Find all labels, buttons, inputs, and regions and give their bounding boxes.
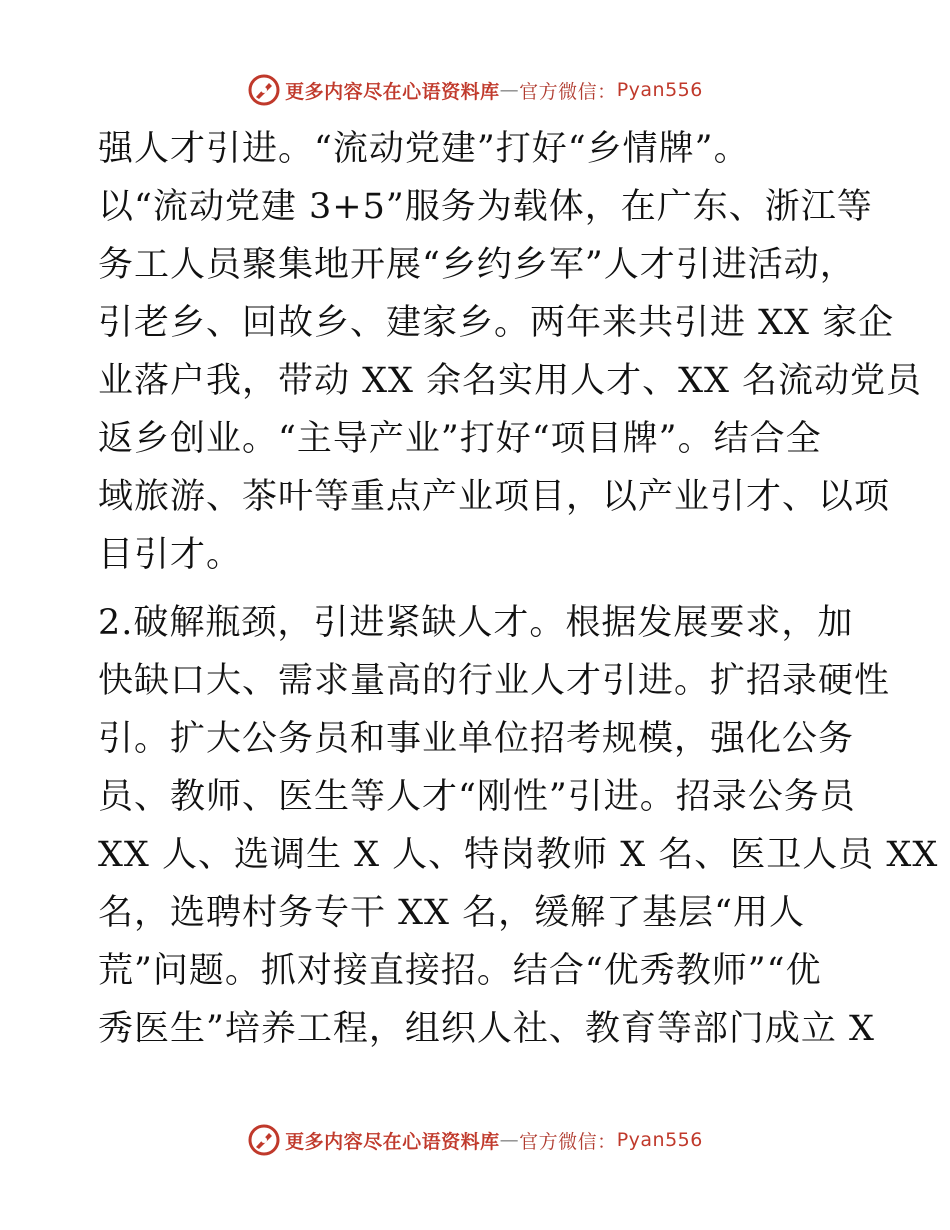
text-line: 快缺口大、需求量高的行业人才引进。扩招录硬性 bbox=[98, 661, 891, 701]
watermark-wechat-id: Pyan556 bbox=[616, 1129, 703, 1151]
text-line: 强人才引进。“流动党建”打好“乡情牌”。 bbox=[98, 129, 750, 169]
watermark-separator: — bbox=[499, 79, 520, 101]
watermark-wechat-id: Pyan556 bbox=[616, 79, 703, 101]
watermark-library-text: 更多内容尽在心语资料库 bbox=[285, 80, 500, 103]
text-line: 务工人员聚集地开展“乡约乡军”人才引进活动， bbox=[98, 245, 856, 285]
text-line: 引。扩大公务员和事业单位招考规模，强化公务 bbox=[98, 719, 855, 759]
text-line: XX 人、选调生 X 人、特岗教师 X 名、医卫人员 XX bbox=[98, 835, 939, 875]
document-body bbox=[98, 120, 939, 1058]
text-line: 秀医生”培养工程，组织人社、教育等部门成立 X bbox=[98, 1009, 875, 1049]
watermark-header bbox=[0, 70, 950, 110]
text-line: 业落户我，带动 XX 余名实用人才、XX 名流动党员 bbox=[98, 361, 923, 401]
watermark-footer bbox=[0, 1120, 950, 1160]
text-line: 返乡创业。“主导产业”打好“项目牌”。结合全 bbox=[98, 419, 822, 459]
text-line: 员、教师、医生等人才“刚性”引进。招录公务员 bbox=[98, 777, 856, 817]
pen-circle-icon bbox=[247, 1123, 281, 1157]
watermark-wechat-label: 官方微信： bbox=[519, 1130, 617, 1153]
text-line: 引老乡、回故乡、建家乡。两年来共引进 XX 家企 bbox=[98, 303, 895, 343]
watermark-library-text: 更多内容尽在心语资料库 bbox=[285, 1130, 500, 1153]
text-line: 2.破解瓶颈，引进紧缺人才。根据发展要求，加 bbox=[98, 603, 854, 643]
pen-circle-icon bbox=[247, 73, 281, 107]
text-line: 以“流动党建 3+5”服务为载体，在广东、浙江等 bbox=[98, 187, 873, 227]
text-line: 目引才。 bbox=[98, 535, 243, 575]
text-line: 名，选聘村务专干 XX 名，缓解了基层“用人 bbox=[98, 893, 805, 933]
watermark-wechat-label: 官方微信： bbox=[519, 80, 617, 103]
text-line: 域旅游、茶叶等重点产业项目，以产业引才、以项 bbox=[98, 477, 891, 517]
watermark-separator: — bbox=[499, 1129, 520, 1151]
text-line: 荒”问题。抓对接直接招。结合“优秀教师”“优 bbox=[98, 951, 822, 991]
